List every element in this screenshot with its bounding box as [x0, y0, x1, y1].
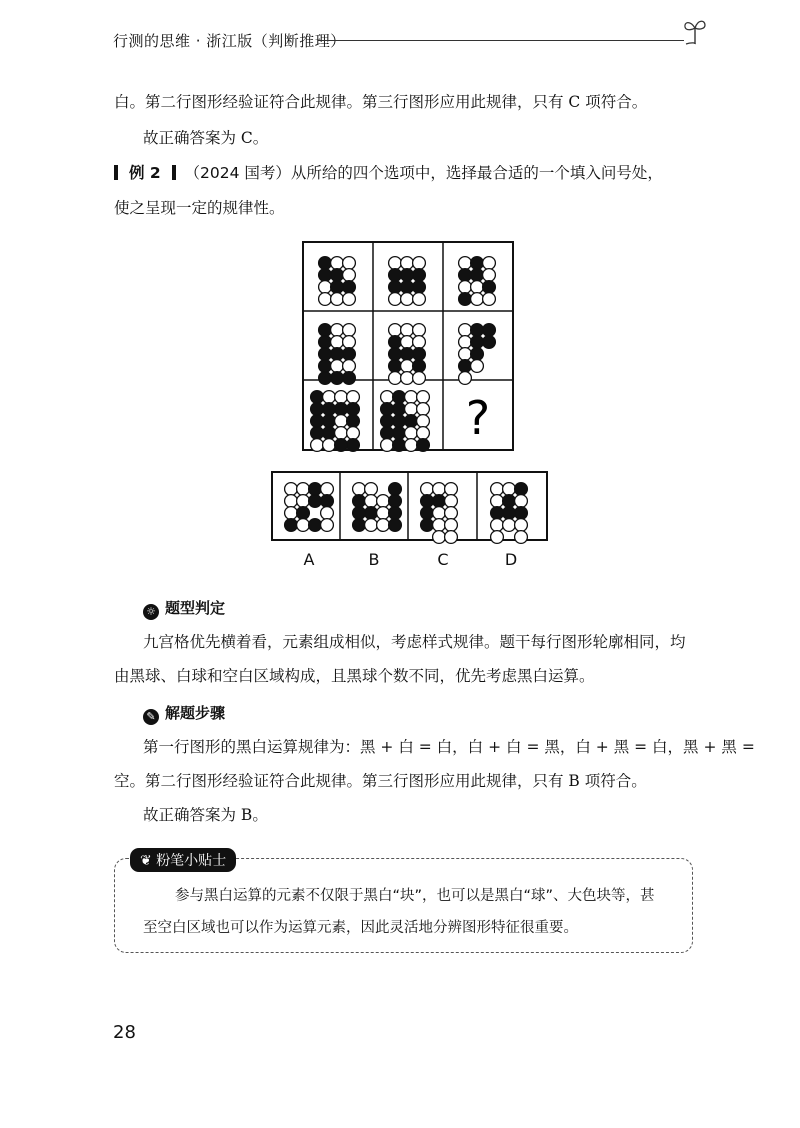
option-1-ball-black [365, 507, 378, 520]
cell-7-ball-white [405, 391, 418, 404]
cell-5-ball-black [471, 324, 484, 337]
option-1-ball-black [353, 519, 366, 532]
cell-6-ball-black [311, 415, 324, 428]
option-2-ball-white [445, 483, 458, 496]
option-label-c[interactable]: C [437, 550, 449, 569]
cell-7-ball-white [405, 427, 418, 440]
cell-2-ball-white [459, 281, 472, 294]
cell-5-ball-black [483, 324, 496, 337]
options-row [272, 472, 547, 543]
tip-tag [130, 848, 236, 872]
cell-6-ball-white [335, 415, 348, 428]
option-0-ball-black [297, 507, 310, 520]
cell-3-ball-black [331, 372, 344, 385]
cell-5-ball-white [459, 372, 472, 385]
option-2-ball-white [445, 531, 458, 544]
cell-7-ball-black [417, 439, 430, 452]
cell-0-ball-black [343, 281, 356, 294]
running-header: 行测的思维 · 浙江版（判断推理） [113, 32, 346, 50]
option-3-ball-white [515, 519, 528, 532]
cell-0-ball-black [331, 281, 344, 294]
cell-0-ball-black [319, 257, 332, 270]
cell-0-ball-white [343, 293, 356, 306]
cell-2-ball-white [483, 293, 496, 306]
cell-2-ball-white [471, 293, 484, 306]
tip-tag-label: 粉笔小贴士 [156, 853, 227, 869]
option-1-ball-white [365, 495, 378, 508]
option-0-ball-white [297, 495, 310, 508]
cell-4-ball-black [413, 348, 426, 361]
cell-3-ball-white [331, 324, 344, 337]
cell-0-ball-white [343, 269, 356, 282]
cell-6-ball-white [323, 439, 336, 452]
cell-6-ball-white [347, 427, 360, 440]
option-3-ball-white [491, 519, 504, 532]
paragraph-2: 故正确答案为 C。 [143, 129, 269, 147]
cell-6-ball-black [323, 415, 336, 428]
option-label-d[interactable]: D [504, 550, 518, 569]
cell-2-ball-black [459, 293, 472, 306]
example-label: 例 2 [128, 164, 161, 182]
cell-6-ball-white [311, 439, 324, 452]
option-1-ball-black [389, 495, 402, 508]
cell-3-ball-black [319, 360, 332, 373]
option-3-ball-white [515, 531, 528, 544]
cell-7-ball-white [417, 403, 430, 416]
option-2-ball-white [433, 519, 446, 532]
cell-7-ball-white [405, 403, 418, 416]
option-0-ball-white [321, 519, 334, 532]
cell-6-ball-black [347, 415, 360, 428]
cell-1-ball-black [389, 269, 402, 282]
cell-4-ball-white [401, 324, 414, 337]
cell-0-ball-white [319, 293, 332, 306]
cell-5-ball-black [483, 336, 496, 349]
cell-5-ball-black [471, 348, 484, 361]
cell-3-ball-white [343, 360, 356, 373]
option-0-ball-black [309, 519, 322, 532]
cell-3-ball-black [319, 372, 332, 385]
cell-4-ball-black [413, 360, 426, 373]
steps-section-header [143, 702, 225, 725]
cell-7-ball-black [393, 403, 406, 416]
cell-2-ball-white [471, 281, 484, 294]
sprout-icon [682, 16, 708, 46]
option-3-ball-white [491, 531, 504, 544]
option-1-ball-white [377, 519, 390, 532]
cell-6-ball-black [311, 403, 324, 416]
option-0-ball-white [285, 483, 298, 496]
option-2-ball-white [445, 495, 458, 508]
example-text-1: （2024 国考）从所给的四个选项中，选择最合适的一个填入问号处， [184, 164, 663, 182]
cell-6-ball-black [335, 403, 348, 416]
sun-icon: ☼ [143, 604, 159, 620]
cell-1-ball-black [413, 281, 426, 294]
option-1-ball-black [389, 483, 402, 496]
cell-6-ball-black [323, 403, 336, 416]
type-section-header [143, 597, 225, 620]
option-1-ball-black [353, 507, 366, 520]
cell-6-ball-white [335, 427, 348, 440]
cell-4-ball-black [401, 348, 414, 361]
option-2-ball-white [445, 507, 458, 520]
example-line-1 [114, 163, 663, 183]
option-0-ball-white [321, 483, 334, 496]
cell-6-ball-white [323, 391, 336, 404]
tip-box [114, 858, 693, 953]
cell-7-ball-black [393, 391, 406, 404]
cell-0-ball-white [331, 257, 344, 270]
option-2-ball-white [433, 507, 446, 520]
option-3-ball-white [503, 483, 516, 496]
cell-7-ball-white [417, 391, 430, 404]
cell-7-ball-black [381, 427, 394, 440]
example-bar-left [114, 165, 118, 180]
cell-5-ball-white [459, 348, 472, 361]
option-3-ball-white [503, 519, 516, 532]
cell-5-ball-white [471, 360, 484, 373]
cell-1-ball-white [401, 293, 414, 306]
option-1-ball-white [365, 519, 378, 532]
cell-4-ball-white [401, 336, 414, 349]
cell-2-ball-black [459, 269, 472, 282]
cell-4-ball-black [389, 336, 402, 349]
example-line-2: 使之呈现一定的规律性。 [114, 199, 285, 217]
cell-4-ball-white [389, 372, 402, 385]
cell-3-ball-black [319, 348, 332, 361]
option-3-ball-white [491, 483, 504, 496]
option-2-ball-black [421, 507, 434, 520]
option-0-ball-black [309, 495, 322, 508]
cell-1-ball-black [413, 269, 426, 282]
steps-icon: ✎ [143, 709, 159, 725]
cell-4-ball-black [389, 348, 402, 361]
steps-line-1: 第一行图形的黑白运算规律为：黑 + 白 = 白，白 + 白 = 黑，白 + 黑 = 白，黑 + 黑 = [143, 738, 755, 756]
option-3-ball-white [515, 495, 528, 508]
cell-2-ball-black [471, 269, 484, 282]
cell-4-ball-white [413, 336, 426, 349]
cell-0-ball-black [331, 269, 344, 282]
type-section-title: 题型判定 [165, 599, 226, 617]
cell-7-ball-white [417, 427, 430, 440]
option-0-ball-white [321, 507, 334, 520]
cell-1-ball-white [389, 293, 402, 306]
cell-4-ball-white [413, 324, 426, 337]
option-3-ball-black [515, 483, 528, 496]
cell-6-ball-black [323, 427, 336, 440]
option-0-ball-white [297, 519, 310, 532]
cell-7-ball-white [417, 415, 430, 428]
cell-4-ball-white [389, 324, 402, 337]
cell-5-ball-black [471, 336, 484, 349]
option-0-ball-black [309, 483, 322, 496]
cell-0-ball-white [343, 257, 356, 270]
option-1-ball-black [389, 519, 402, 532]
option-3-ball-white [491, 495, 504, 508]
option-1-ball-white [353, 483, 366, 496]
cell-7-ball-black [405, 415, 418, 428]
cell-4-ball-white [401, 360, 414, 373]
cell-1-ball-white [389, 257, 402, 270]
option-2-ball-black [421, 519, 434, 532]
type-line-2: 由黑球、白球和空白区域构成，且黑球个数不同，优先考虑黑白运算。 [114, 667, 595, 685]
option-3-ball-black [503, 507, 516, 520]
tip-line-2: 至空白区域也可以作为运算元素，因此灵活地分辨图形特征很重要。 [143, 920, 578, 936]
cell-1-ball-white [413, 293, 426, 306]
cell-7-ball-black [393, 415, 406, 428]
cell-4-ball-black [389, 360, 402, 373]
cell-7-ball-black [393, 427, 406, 440]
cell-0-ball-white [319, 281, 332, 294]
option-2-ball-white [433, 531, 446, 544]
cell-7-ball-black [393, 439, 406, 452]
cell-1-ball-black [401, 281, 414, 294]
steps-line-2: 空。第二行图形经验证符合此规律。第三行图形应用此规律，只有 B 项符合。 [114, 772, 647, 790]
cell-3-ball-black [331, 348, 344, 361]
cell-7-ball-white [405, 439, 418, 452]
option-0-ball-white [285, 495, 298, 508]
puzzle-figure [270, 240, 550, 550]
example-bar-right [172, 165, 176, 180]
cell-5-ball-white [459, 324, 472, 337]
type-line-1: 九宫格优先横着看，元素组成相似，考虑样式规律。题干每行图形轮廓相同，均 [143, 633, 686, 651]
cell-3-ball-white [343, 324, 356, 337]
cell-4-ball-white [413, 372, 426, 385]
header-rule [318, 40, 684, 41]
cell-3-ball-black [319, 336, 332, 349]
cell-7-ball-black [381, 415, 394, 428]
option-1-ball-black [389, 507, 402, 520]
cell-2-ball-white [483, 257, 496, 270]
cell-5-ball-black [459, 360, 472, 373]
tip-line-1: 参与黑白运算的元素不仅限于黑白“块”，也可以是黑白“球”、大色块等，甚 [175, 888, 655, 904]
cell-4-ball-white [401, 372, 414, 385]
cell-1-ball-black [389, 281, 402, 294]
cell-2-ball-white [459, 257, 472, 270]
option-2-ball-white [445, 519, 458, 532]
cell-6-ball-black [311, 391, 324, 404]
cell-0-ball-black [319, 269, 332, 282]
cell-2-ball-white [483, 269, 496, 282]
cell-3-ball-white [331, 360, 344, 373]
cell-2-ball-black [471, 257, 484, 270]
cell-1-ball-white [413, 257, 426, 270]
cell-5-ball-white [459, 336, 472, 349]
option-label-b[interactable]: B [368, 550, 380, 569]
option-1-ball-white [365, 483, 378, 496]
cell-6-ball-black [347, 439, 360, 452]
cell-3-ball-black [343, 348, 356, 361]
cell-7-ball-white [381, 439, 394, 452]
option-2-ball-white [433, 483, 446, 496]
option-1-ball-white [377, 507, 390, 520]
option-3-ball-black [503, 495, 516, 508]
steps-section-title: 解题步骤 [165, 704, 226, 722]
option-0-ball-white [285, 507, 298, 520]
cell-6-ball-black [335, 439, 348, 452]
cell-3-ball-black [319, 324, 332, 337]
answer-line: 故正确答案为 B。 [143, 806, 268, 824]
cell-7-ball-black [381, 403, 394, 416]
option-3-ball-black [515, 507, 528, 520]
cell-3-ball-white [331, 336, 344, 349]
option-1-ball-white [377, 495, 390, 508]
option-2-ball-white [421, 483, 434, 496]
option-0-ball-white [297, 483, 310, 496]
cell-6-ball-black [347, 403, 360, 416]
cell-1-ball-black [401, 269, 414, 282]
page-number: 28 [113, 1022, 136, 1043]
option-0-ball-black [321, 495, 334, 508]
option-label-a[interactable]: A [303, 550, 315, 569]
cell-1-ball-white [401, 257, 414, 270]
question-mark: ? [465, 391, 491, 445]
option-0-ball-black [285, 519, 298, 532]
cell-6-ball-black [311, 427, 324, 440]
cell-2-ball-black [483, 281, 496, 294]
cell-3-ball-white [343, 336, 356, 349]
option-2-ball-black [421, 495, 434, 508]
cell-6-ball-white [335, 391, 348, 404]
cell-3-ball-black [343, 372, 356, 385]
sprout-tag-icon: ❦ [140, 853, 157, 869]
cell-0-ball-white [331, 293, 344, 306]
cell-6-ball-white [347, 391, 360, 404]
paragraph-1: 白。第二行图形经验证符合此规律。第三行图形应用此规律，只有 C 项符合。 [114, 93, 648, 111]
option-2-ball-black [433, 495, 446, 508]
option-3-ball-black [491, 507, 504, 520]
cell-7-ball-white [381, 391, 394, 404]
option-1-ball-black [353, 495, 366, 508]
